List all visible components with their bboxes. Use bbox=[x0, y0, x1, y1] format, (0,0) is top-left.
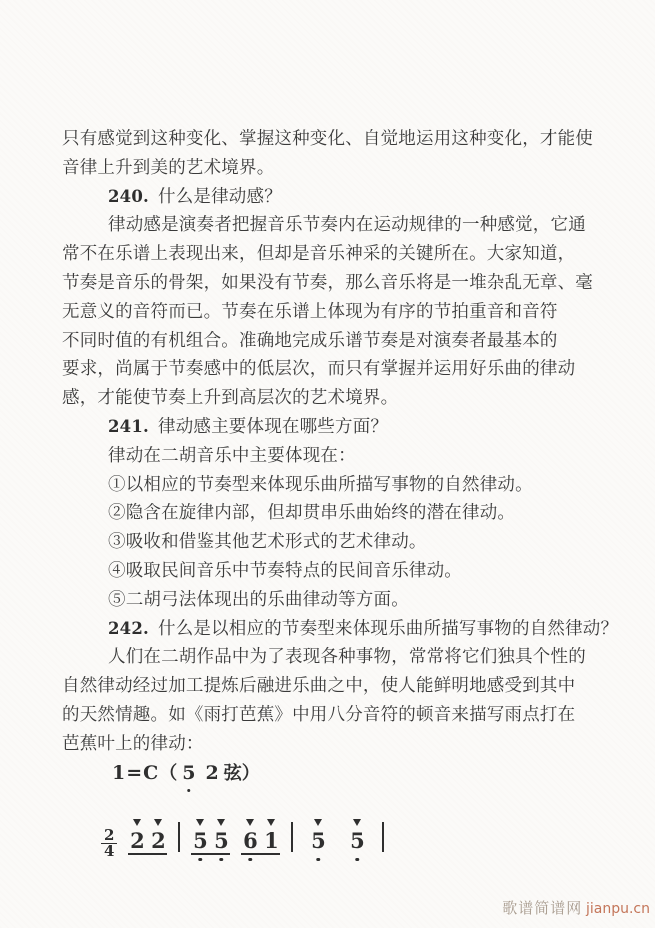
string-note-low-5: 5 bbox=[182, 762, 196, 784]
text-line bbox=[62, 239, 607, 268]
tonic-label: 1=C bbox=[112, 762, 160, 784]
note-digit: 5 bbox=[350, 828, 365, 853]
beam-group bbox=[241, 830, 280, 852]
measure-3 bbox=[304, 830, 371, 852]
note bbox=[192, 830, 208, 852]
note bbox=[213, 830, 229, 852]
staccato-icon bbox=[314, 819, 322, 826]
list-item bbox=[62, 498, 607, 527]
line-text: 要求，尚属于节奏感中的低层次，而只有掌握并运用好乐曲的律动 bbox=[62, 358, 576, 379]
line-text: ①以相应的节奏型来体现乐曲所描写事物的自然律动。 bbox=[108, 473, 533, 494]
line-text: 人们在二胡作品中为了表现各种事物，常常将它们独具个性的 bbox=[108, 646, 586, 667]
bar-line bbox=[291, 822, 293, 852]
line-text: 感，才能使节奏上升到高层次的艺术境界。 bbox=[62, 387, 399, 408]
time-signature bbox=[101, 828, 117, 859]
bar-line bbox=[178, 822, 180, 852]
question-heading bbox=[62, 614, 619, 643]
text-line bbox=[62, 124, 607, 153]
measure-1 bbox=[128, 830, 167, 852]
body-text-block bbox=[62, 124, 619, 758]
list-item bbox=[62, 527, 607, 556]
text-line bbox=[62, 642, 607, 671]
note bbox=[263, 830, 279, 852]
text-line bbox=[62, 671, 607, 700]
key-signature bbox=[112, 761, 260, 786]
note-digit: 1 bbox=[264, 828, 279, 853]
note bbox=[349, 830, 365, 852]
note bbox=[242, 830, 258, 852]
staccato-icon bbox=[133, 819, 141, 826]
question-heading bbox=[62, 412, 607, 441]
note bbox=[129, 830, 145, 852]
time-signature-numerator: 2 bbox=[104, 826, 115, 844]
list-item bbox=[62, 556, 607, 585]
text-line bbox=[62, 153, 607, 182]
staccato-icon bbox=[353, 819, 361, 826]
line-text: ⑤二胡弓法体现出的乐曲律动等方面。 bbox=[108, 588, 409, 609]
string-note-2: 2 bbox=[205, 762, 219, 784]
line-text: 自然律动经过加工提炼后融进乐曲之中，使人能鲜明地感受到其中 bbox=[62, 675, 576, 696]
final-bar-line bbox=[382, 822, 384, 852]
text-line bbox=[62, 383, 607, 412]
text-line bbox=[62, 354, 607, 383]
note-digit: 5 bbox=[214, 828, 229, 853]
text-line bbox=[62, 268, 607, 297]
note-digit: 5 bbox=[193, 828, 208, 853]
line-text: 音律上升到美的艺术境界。 bbox=[62, 156, 275, 177]
staccato-icon bbox=[267, 819, 275, 826]
beam-group bbox=[191, 830, 230, 852]
close-paren: 弦） bbox=[223, 763, 260, 783]
text-line bbox=[62, 700, 607, 729]
note bbox=[310, 830, 326, 852]
line-text: 常不在乐谱上表现出来，但却是音乐神采的关键所在。大家知道， bbox=[62, 243, 576, 264]
text-line bbox=[62, 441, 607, 470]
line-text: 什么是以相应的节奏型来体现乐曲所描写事物的自然律动？ bbox=[158, 617, 619, 638]
staccato-icon bbox=[217, 819, 225, 826]
question-number: 242. bbox=[108, 618, 149, 638]
question-number: 240. bbox=[108, 186, 149, 206]
question-heading bbox=[62, 182, 607, 211]
line-text: 律动感主要体现在哪些方面？ bbox=[158, 415, 389, 436]
line-text: 律动在二胡音乐中主要体现在： bbox=[108, 444, 356, 465]
note-digit: 6 bbox=[243, 828, 258, 853]
line-text: 什么是律动感？ bbox=[158, 185, 282, 206]
note-digit: 5 bbox=[311, 828, 326, 853]
note-digit: 2 bbox=[151, 828, 166, 853]
music-notation bbox=[101, 816, 395, 860]
text-line bbox=[62, 326, 607, 355]
staccato-icon bbox=[154, 819, 162, 826]
line-text: 芭蕉叶上的律动： bbox=[62, 732, 204, 753]
measure-2 bbox=[191, 830, 280, 852]
line-text: 的天然情趣。如《雨打芭蕉》中用八分音符的顿音来描写雨点打在 bbox=[62, 703, 576, 724]
list-item bbox=[62, 585, 607, 614]
watermark-site-url: jianpu.cn bbox=[585, 901, 650, 917]
line-text: 节奏是音乐的骨架，如果没有节奏，那么音乐将是一堆杂乱无章、毫 bbox=[62, 271, 593, 292]
line-text: 只有感觉到这种变化、掌握这种变化、自觉地运用这种变化，才能使 bbox=[62, 128, 593, 148]
question-number: 241. bbox=[108, 416, 149, 436]
watermark bbox=[502, 897, 650, 918]
open-paren: （ bbox=[159, 763, 178, 783]
time-signature-denominator: 4 bbox=[101, 843, 117, 859]
text-line bbox=[62, 297, 607, 326]
line-text: 不同时值的有机组合。准确地完成乐谱节奏是对演奏者最基本的 bbox=[62, 329, 558, 350]
staccato-icon bbox=[196, 819, 204, 826]
text-line bbox=[62, 210, 607, 239]
list-item bbox=[62, 470, 607, 499]
note-digit: 2 bbox=[130, 828, 145, 853]
staccato-icon bbox=[246, 819, 254, 826]
line-text: 无意义的音符而已。节奏在乐谱上体现为有序的节拍重音和音符 bbox=[62, 300, 558, 321]
line-text: ③吸收和借鉴其他艺术形式的艺术律动。 bbox=[108, 531, 427, 552]
watermark-site-name: 歌谱简谱网 bbox=[502, 901, 583, 917]
line-text: ②隐含在旋律内部，但却贯串乐曲始终的潜在律动。 bbox=[108, 502, 516, 523]
line-text: ④吸取民间音乐中节奏特点的民间音乐律动。 bbox=[108, 559, 462, 580]
note bbox=[150, 830, 166, 852]
beam-group bbox=[128, 830, 167, 852]
text-line bbox=[62, 729, 607, 758]
line-text: 律动感是演奏者把握音乐节奏内在运动规律的一种感觉，它通 bbox=[108, 214, 586, 235]
